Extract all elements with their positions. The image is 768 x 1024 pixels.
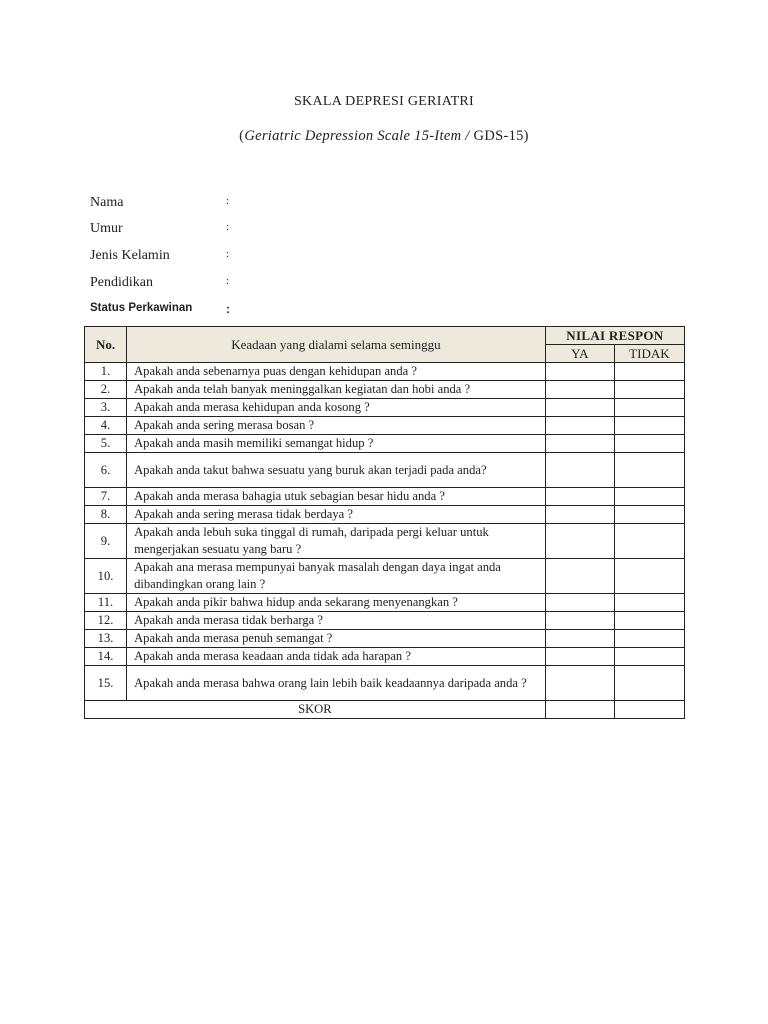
field-colon: : [226,221,230,233]
answer-tidak-cell[interactable] [614,559,684,594]
answer-ya-cell[interactable] [545,381,614,399]
row-question: Apakah anda merasa penuh semangat ? [127,630,546,648]
answer-ya-cell[interactable] [545,559,614,594]
table-row [85,559,685,594]
score-label: SKOR [85,701,546,719]
row-question: Apakah anda pikir bahwa hidup anda sekarang menyenangkan ? [127,594,546,612]
header-no: No. [85,327,127,363]
answer-ya-cell[interactable] [545,453,614,488]
field-label: Umur [90,221,123,236]
answer-tidak-cell[interactable] [614,363,684,381]
row-number: 4. [85,417,127,435]
score-ya-cell[interactable] [545,701,614,719]
table-row [85,594,685,612]
answer-tidak-cell[interactable] [614,666,684,701]
answer-tidak-cell[interactable] [614,612,684,630]
field-colon: : [226,302,230,316]
table-row [85,363,685,381]
table-row [85,506,685,524]
answer-tidak-cell[interactable] [614,648,684,666]
row-question: Apakah ana merasa mempunyai banyak masalah dengan daya ingat anda dibandingkan orang lain ? [127,559,546,594]
row-number: 10. [85,559,127,594]
answer-tidak-cell[interactable] [614,488,684,506]
field-label: Jenis Kelamin [90,248,170,263]
subtitle-rest: GDS-15) [469,128,529,144]
answer-tidak-cell[interactable] [614,417,684,435]
answer-ya-cell[interactable] [545,594,614,612]
row-question: Apakah anda takut bahwa sesuatu yang buruk akan terjadi pada anda? [127,453,546,488]
field-jenis-kelamin[interactable] [90,248,390,268]
row-number: 7. [85,488,127,506]
page-title: SKALA DEPRESI GERIATRI [293,94,475,109]
row-number: 13. [85,630,127,648]
row-question: Apakah anda merasa bahagia utuk sebagian besar hidu anda ? [127,488,546,506]
row-number: 8. [85,506,127,524]
table-row [85,524,685,559]
answer-ya-cell[interactable] [545,488,614,506]
answer-ya-cell[interactable] [545,648,614,666]
answer-ya-cell[interactable] [545,435,614,453]
row-question: Apakah anda sering merasa tidak berdaya ? [127,506,546,524]
row-question: Apakah anda merasa tidak berharga ? [127,612,546,630]
table-row [85,630,685,648]
row-number: 5. [85,435,127,453]
answer-ya-cell[interactable] [545,666,614,701]
row-question: Apakah anda merasa keadaan anda tidak ada harapan ? [127,648,546,666]
answer-ya-cell[interactable] [545,630,614,648]
row-question: Apakah anda merasa kehidupan anda kosong ? [127,399,546,417]
row-question: Apakah anda masih memiliki semangat hidup ? [127,435,546,453]
answer-tidak-cell[interactable] [614,630,684,648]
field-nama[interactable] [90,195,390,215]
row-question: Apakah anda sebenarnya puas dengan kehidupan anda ? [127,363,546,381]
row-question: Apakah anda telah banyak meninggalkan kegiatan dan hobi anda ? [127,381,546,399]
table-row [85,612,685,630]
subtitle-italic: Geriatric Depression Scale 15-Item / [244,128,470,144]
answer-ya-cell[interactable] [545,524,614,559]
field-colon: : [226,248,230,260]
page-subtitle [0,128,768,145]
subtitle-open: ( [239,128,245,144]
answer-ya-cell[interactable] [545,417,614,435]
answer-tidak-cell[interactable] [614,435,684,453]
header-question: Keadaan yang dialami selama seminggu [127,327,546,363]
header-ya: YA [545,345,614,363]
row-number: 1. [85,363,127,381]
field-colon: : [226,275,230,287]
table-row [85,488,685,506]
answer-tidak-cell[interactable] [614,453,684,488]
answer-tidak-cell[interactable] [614,524,684,559]
table-row [85,666,685,701]
row-number: 12. [85,612,127,630]
row-number: 14. [85,648,127,666]
field-umur[interactable] [90,221,390,241]
table-row [85,453,685,488]
answer-tidak-cell[interactable] [614,506,684,524]
field-status-perkawinan[interactable] [90,302,390,322]
field-pendidikan[interactable] [90,275,390,295]
answer-tidak-cell[interactable] [614,594,684,612]
row-question: Apakah anda merasa bahwa orang lain lebih baik keadaannya daripada anda ? [127,666,546,701]
table-row [85,648,685,666]
table-row [85,399,685,417]
field-label: Pendidikan [90,275,153,290]
header-tidak: TIDAK [614,345,684,363]
row-number: 11. [85,594,127,612]
row-number: 15. [85,666,127,701]
score-tidak-cell[interactable] [614,701,684,719]
header-nilai-respon: NILAI RESPON [545,327,684,345]
table-row [85,417,685,435]
answer-ya-cell[interactable] [545,399,614,417]
table-row [85,435,685,453]
answer-ya-cell[interactable] [545,612,614,630]
answer-tidak-cell[interactable] [614,381,684,399]
row-question: Apakah anda sering merasa bosan ? [127,417,546,435]
answer-ya-cell[interactable] [545,506,614,524]
field-colon: : [226,195,230,207]
field-label: Nama [90,195,124,210]
row-number: 6. [85,453,127,488]
answer-ya-cell[interactable] [545,363,614,381]
row-number: 9. [85,524,127,559]
gds-table [84,326,685,719]
row-number: 2. [85,381,127,399]
row-number: 3. [85,399,127,417]
table-row [85,381,685,399]
answer-tidak-cell[interactable] [614,399,684,417]
field-label: Status Perkawinan [90,302,193,314]
row-question: Apakah anda lebuh suka tinggal di rumah, daripada pergi keluar untuk mengerjakan sesuatu yang baru ? [127,524,546,559]
